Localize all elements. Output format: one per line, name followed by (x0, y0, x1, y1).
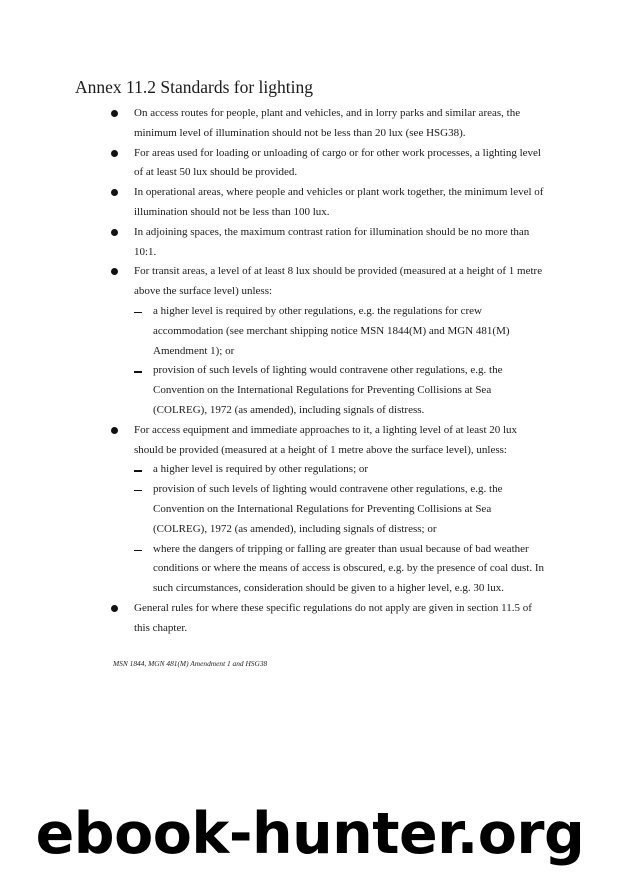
dash-icon (134, 371, 142, 372)
list-item-text: For access equipment and immediate approaches to it, a lighting level of at least 20 lux should be provided (measured at a height of 1 metre above the surface level), unless: (134, 423, 518, 456)
bullet-icon (111, 427, 118, 434)
list-item (0, 262, 620, 420)
list-item-text: For transit areas, a level of at least 8 lux should be provided (measured at a height of 1 metre above the surface level) unless: (134, 265, 543, 298)
list-item-text: General rules for where these specific regulations do not apply are given in section 11.5 of this chapter. (134, 601, 532, 634)
bullet-list (0, 104, 620, 639)
bullet-icon (111, 189, 118, 196)
watermark: ebook-hunter.org (35, 801, 585, 867)
list-item (0, 144, 620, 184)
sub-list-item-text: a higher level is required by other regulations, e.g. the regulations for crew accommodation (see merchant shipping notice MSN 1844(M) and MGN 481(M) Amendment 1); or (153, 304, 510, 357)
sub-list-item-text: where the dangers of tripping or falling are greater than usual because of bad weather conditions or where the means of access is obscured, e.g. by the presence of coal dust. In such circumstances, consideration should be given to a higher level, e.g. 30 lux. (153, 542, 544, 595)
dash-icon (134, 550, 142, 551)
list-item (0, 421, 620, 599)
sub-list-item (0, 302, 620, 361)
bullet-icon (111, 110, 118, 117)
sub-list-item (0, 361, 620, 420)
sub-list-item (0, 460, 620, 480)
sub-list-item-text: a higher level is required by other regulations; or (153, 463, 369, 476)
dash-icon (134, 312, 142, 313)
page-title: Annex 11.2 Standards for lighting (75, 77, 314, 97)
bullet-icon (111, 268, 118, 275)
list-item-text: In adjoining spaces, the maximum contrast ration for illumination should be no more than 10:1. (134, 225, 530, 258)
bullet-icon (111, 605, 118, 612)
bullet-icon (111, 229, 118, 236)
dash-icon (134, 490, 142, 491)
dash-icon (134, 470, 142, 471)
list-item (0, 183, 620, 223)
list-item (0, 104, 620, 144)
list-item (0, 223, 620, 263)
list-item-text: In operational areas, where people and vehicles or plant work together, the minimum level of illumination should not be less than 100 lux. (134, 186, 544, 218)
list-item-text: For areas used for loading or unloading of cargo or for other work processes, a lighting level of at least 50 lux should be provided. (134, 146, 541, 179)
sub-list-item-text: provision of such levels of lighting would contravene other regulations, e.g. the Convention on the International Regulations for Preventing Collisions at Sea (COLREG), 1972 (as amended), including signals of distress; or (153, 483, 503, 535)
sub-list-item-text: provision of such levels of lighting would contravene other regulations, e.g. the Convention on the International Regulations for Preventing Collisions at Sea (COLREG), 1972 (as amended), including signals of distress. (153, 364, 503, 416)
list-item (0, 599, 620, 639)
list-item-text: On access routes for people, plant and vehicles, and in lorry parks and similar areas, the minimum level of illumination should not be less than 20 lux (see HSG38). (134, 107, 521, 139)
sub-list-item (0, 480, 620, 539)
bullet-icon (111, 150, 118, 157)
source-note: MSN 1844, MGN 481(M) Amendment 1 and HSG38 (113, 659, 268, 668)
sub-list-item (0, 540, 620, 599)
